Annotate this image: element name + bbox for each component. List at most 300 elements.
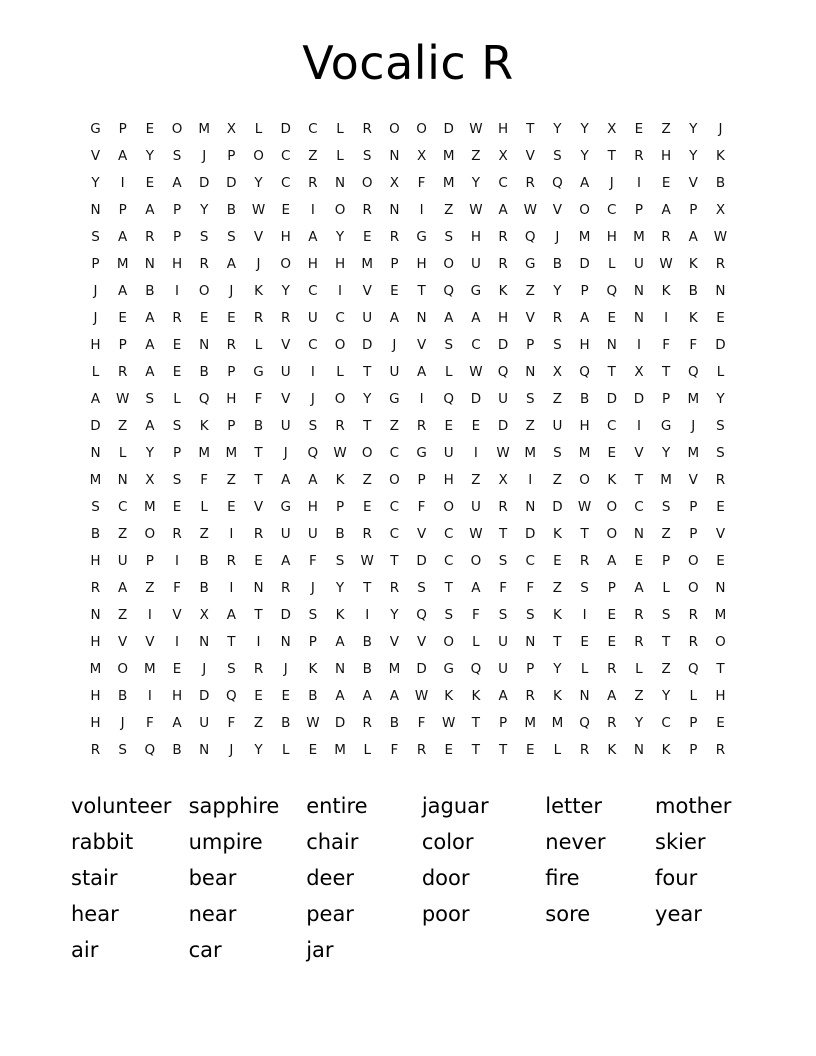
grid-cell: C (280, 175, 291, 191)
grid-cell: C (444, 553, 454, 569)
grid-cell: P (227, 418, 236, 434)
word-list-item: color (421, 830, 474, 854)
grid-cell: O (361, 445, 373, 461)
grid-cell: V (281, 391, 291, 407)
grid-cell: Q (552, 175, 563, 191)
grid-cell: Y (661, 688, 671, 704)
grid-cell: X (145, 472, 155, 488)
word-list-item: fire (545, 866, 580, 890)
grid-cell: R (226, 337, 237, 353)
grid-cell: H (307, 499, 318, 515)
grid-cell: R (308, 175, 318, 191)
grid-cell: N (633, 310, 644, 326)
grid-cell: R (281, 310, 291, 326)
grid-cell: C (607, 202, 617, 218)
grid-cell: C (471, 337, 481, 353)
grid-cell: K (199, 418, 209, 434)
grid-cell: O (144, 526, 156, 542)
grid-cell: U (280, 526, 291, 542)
grid-cell: M (714, 607, 727, 623)
grid-cell: F (173, 580, 181, 596)
grid-cell: N (199, 337, 210, 353)
grid-cell: R (416, 418, 427, 434)
grid-cell: I (256, 634, 261, 650)
grid-cell: K (471, 688, 481, 704)
grid-cell: S (553, 148, 562, 164)
grid-cell: G (660, 418, 672, 434)
grid-cell: A (172, 175, 182, 191)
grid-cell: W (306, 715, 320, 731)
grid-cell: U (633, 256, 644, 272)
grid-cell: B (226, 202, 236, 218)
grid-cell: L (363, 742, 371, 758)
grid-cell: Q (579, 715, 590, 731)
grid-cell: O (606, 526, 618, 542)
grid-cell: M (687, 445, 700, 461)
grid-row (83, 143, 733, 170)
grid-cell: H (334, 256, 346, 272)
grid-cell: K (607, 472, 617, 488)
grid-cell: R (362, 526, 372, 542)
grid-cell: K (661, 742, 671, 758)
grid-cell: N (633, 742, 644, 758)
grid-cell: B (253, 418, 264, 434)
grid-cell: H (661, 148, 672, 164)
grid-cell: N (199, 634, 210, 650)
grid-cell: I (229, 580, 234, 596)
grid-cell: J (93, 310, 98, 326)
grid-cell: Y (200, 202, 209, 218)
grid-cell: A (688, 229, 698, 245)
grid-cell: N (199, 742, 210, 758)
grid-cell: Y (689, 121, 698, 137)
grid-cell: L (200, 499, 208, 515)
grid-cell: C (634, 499, 644, 515)
grid-cell: W (469, 202, 483, 218)
grid-cell: P (118, 202, 127, 218)
grid-cell: M (524, 715, 537, 731)
grid-cell: D (497, 337, 509, 353)
grid-cell: M (89, 661, 102, 677)
grid-cell: N (389, 148, 400, 164)
grid-cell: E (118, 310, 127, 326)
grid-cell: J (609, 175, 614, 191)
grid-cell: A (579, 175, 590, 191)
grid-cell: W (659, 256, 673, 272)
grid-cell: Z (471, 148, 481, 164)
grid-cell: K (498, 283, 508, 299)
grid-cell: F (308, 553, 317, 569)
grid-cell: P (308, 634, 317, 650)
grid-cell: E (199, 310, 209, 326)
grid-cell: H (579, 337, 590, 353)
grid-cell: G (253, 364, 264, 380)
grid-cell: H (226, 391, 237, 407)
grid-cell: J (229, 742, 234, 758)
grid-cell: B (172, 742, 182, 758)
grid-cell: O (117, 661, 128, 677)
grid-cell: X (498, 148, 508, 164)
grid-cell: M (687, 391, 700, 407)
grid-cell: J (691, 418, 696, 434)
grid-cell: N (525, 364, 536, 380)
grid-cell: A (145, 364, 155, 380)
word-list-column (545, 788, 655, 968)
grid-cell: U (498, 661, 509, 677)
grid-cell: F (200, 472, 209, 488)
grid-cell: J (718, 121, 723, 137)
grid-cell: P (689, 715, 698, 731)
grid-cell: M (524, 445, 537, 461)
grid-cell: S (525, 607, 535, 623)
grid-cell: Y (335, 229, 345, 245)
grid-cell: S (498, 553, 508, 569)
grid-cell: P (172, 445, 182, 461)
grid-cell: A (90, 391, 101, 407)
grid-cell: E (716, 499, 725, 515)
grid-cell: R (90, 580, 101, 596)
grid-cell: I (419, 391, 424, 407)
grid-cell: R (525, 688, 535, 704)
grid-cell: Q (497, 364, 509, 380)
grid-cell: H (416, 256, 427, 272)
grid-cell: R (607, 661, 617, 677)
grid-cell: A (145, 202, 155, 218)
grid-cell: A (118, 148, 128, 164)
grid-cell: Y (580, 121, 589, 137)
grid-cell: H (90, 688, 101, 704)
grid-cell: B (90, 526, 101, 542)
word-list-item: deer (306, 866, 354, 890)
grid-cell: T (661, 634, 671, 650)
grid-cell: A (634, 580, 644, 596)
grid-cell: X (226, 121, 236, 137)
grid-cell: B (199, 553, 209, 569)
grid-cell: T (580, 526, 589, 542)
grid-cell: H (443, 472, 454, 488)
grid-cell: E (607, 310, 617, 326)
grid-cell: L (173, 391, 181, 407)
grid-cell: N (90, 607, 101, 623)
grid-cell: W (251, 202, 266, 218)
grid-cell: Z (552, 472, 563, 488)
grid-cell: A (308, 472, 318, 488)
grid-cell: B (579, 391, 590, 407)
grid-cell: M (388, 661, 401, 677)
grid-cell: R (715, 472, 726, 488)
grid-cell: N (715, 580, 726, 596)
grid-cell: T (498, 742, 508, 758)
grid-cell: M (660, 472, 672, 488)
grid-cell: H (715, 688, 726, 704)
grid-cell: F (472, 607, 480, 623)
grid-cell: I (664, 310, 669, 326)
grid-cell: O (443, 256, 455, 272)
word-list-item: mother (655, 794, 732, 818)
word-list-item: door (421, 866, 470, 890)
grid-cell: H (171, 688, 183, 704)
grid-cell: V (715, 526, 726, 542)
grid-cell: S (227, 229, 236, 245)
grid-cell: O (687, 580, 699, 596)
grid-cell: H (90, 553, 101, 569)
grid-cell: E (362, 499, 372, 515)
grid-cell: N (633, 283, 644, 299)
grid-cell: T (498, 526, 508, 542)
grid-row (83, 494, 733, 521)
grid-cell: P (145, 553, 154, 569)
word-list-item: near (188, 902, 237, 926)
word-list-item: air (71, 938, 99, 962)
grid-cell: E (634, 553, 644, 569)
grid-cell: L (281, 742, 290, 758)
grid-cell: Q (579, 364, 590, 380)
grid-cell: B (389, 715, 400, 731)
word-list-item: chair (306, 830, 359, 854)
grid-cell: P (662, 391, 671, 407)
grid-cell: U (307, 526, 318, 542)
grid-cell: V (525, 148, 535, 164)
grid-cell: M (551, 715, 564, 731)
grid-cell: A (226, 607, 236, 623)
grid-cell: A (335, 634, 345, 650)
grid-cell: S (444, 337, 454, 353)
grid-cell: H (579, 418, 590, 434)
grid-cell: R (688, 607, 698, 623)
grid-cell: Y (390, 607, 399, 623)
grid-cell: A (226, 256, 236, 272)
grid-cell: T (471, 715, 481, 731)
grid-cell: K (552, 607, 562, 623)
grid-cell: K (607, 742, 617, 758)
grid-cell: U (498, 391, 509, 407)
grid-cell: N (117, 472, 128, 488)
grid-cell: T (526, 121, 535, 137)
grid-row (83, 359, 733, 386)
grid-cell: T (227, 634, 236, 650)
grid-cell: H (606, 229, 617, 245)
grid-cell: R (715, 742, 726, 758)
grid-cell: H (171, 256, 183, 272)
grid-cell: M (578, 229, 591, 245)
grid-cell: A (607, 688, 617, 704)
grid-cell: L (91, 364, 100, 380)
grid-cell: S (172, 148, 182, 164)
word-list-item: jar (306, 938, 334, 962)
grid-cell: Y (580, 148, 589, 164)
grid-cell: E (281, 688, 290, 704)
grid-cell: S (716, 445, 725, 461)
grid-cell: D (362, 337, 373, 353)
grid-cell: S (661, 607, 671, 623)
grid-cell: B (199, 580, 209, 596)
grid-cell: Y (716, 391, 725, 407)
grid-cell: O (198, 283, 210, 299)
grid-cell: J (93, 283, 98, 299)
grid-cell: D (525, 526, 536, 542)
grid-cell: V (118, 634, 128, 650)
grid-cell: R (634, 148, 644, 164)
grid-cell: L (662, 580, 670, 596)
grid-cell: Y (689, 148, 698, 164)
grid-cell: Z (118, 526, 128, 542)
grid-cell: B (552, 256, 563, 272)
grid-cell: E (172, 337, 182, 353)
grid-cell: Y (254, 742, 263, 758)
grid-cell: J (256, 256, 261, 272)
grid-cell: T (607, 364, 616, 380)
grid-cell: R (579, 742, 590, 758)
grid-cell: M (198, 445, 211, 461)
grid-cell: G (280, 499, 291, 515)
grid-cell: R (362, 715, 372, 731)
grid-row (83, 737, 733, 764)
word-list-item: letter (545, 794, 603, 818)
grid-cell: I (365, 607, 370, 623)
grid-cell: D (606, 391, 617, 407)
word-list-column (422, 788, 545, 968)
grid-cell: R (172, 526, 182, 542)
grid-cell: U (280, 364, 291, 380)
grid-cell: P (662, 553, 671, 569)
grid-cell: O (470, 553, 482, 569)
grid-cell: Q (443, 391, 455, 407)
grid-cell: R (498, 499, 508, 515)
grid-cell: S (498, 607, 508, 623)
grid-cell: P (689, 742, 698, 758)
grid-cell: D (280, 607, 291, 623)
grid-cell: L (118, 445, 127, 461)
grid-cell: K (552, 526, 562, 542)
word-list-column (655, 788, 753, 968)
grid-cell: E (471, 418, 481, 434)
grid-cell: G (525, 256, 536, 272)
grid-cell: A (281, 472, 291, 488)
grid-cell: P (499, 715, 508, 731)
word-search-grid (83, 116, 733, 764)
grid-cell: S (525, 391, 535, 407)
grid-cell: P (689, 202, 698, 218)
grid-cell: T (634, 472, 644, 488)
grid-cell: L (689, 688, 698, 704)
grid-cell: R (226, 553, 237, 569)
grid-cell: T (444, 580, 453, 596)
grid-cell: Y (634, 715, 644, 731)
grid-cell: X (552, 364, 563, 380)
grid-cell: R (688, 634, 698, 650)
grid-cell: L (580, 661, 589, 677)
grid-cell: Y (553, 121, 562, 137)
grid-cell: P (526, 337, 535, 353)
grid-cell: J (392, 337, 397, 353)
grid-cell: K (661, 283, 671, 299)
grid-cell: D (198, 175, 210, 191)
grid-cell: T (390, 553, 399, 569)
grid-cell: O (715, 634, 726, 650)
grid-cell: J (120, 715, 125, 731)
grid-cell: I (147, 607, 152, 623)
grid-cell: I (582, 607, 587, 623)
word-list-item: entire (306, 794, 368, 818)
word-list-item: stair (71, 866, 118, 890)
grid-cell: U (307, 310, 318, 326)
grid-cell: B (688, 283, 698, 299)
word-list-item: pear (306, 902, 354, 926)
grid-cell: E (362, 229, 372, 245)
grid-cell: X (607, 121, 617, 137)
grid-row (83, 413, 733, 440)
grid-row (83, 683, 733, 710)
word-list (63, 788, 753, 968)
grid-cell: R (552, 310, 563, 326)
grid-cell: Z (661, 121, 671, 137)
grid-cell: Y (363, 391, 372, 407)
grid-row (83, 170, 733, 197)
grid-cell: V (416, 526, 427, 542)
grid-cell: V (362, 283, 372, 299)
grid-cell: J (202, 148, 207, 164)
grid-cell: S (308, 607, 318, 623)
grid-cell: S (172, 472, 182, 488)
grid-cell: X (199, 607, 209, 623)
grid-cell: J (283, 445, 288, 461)
grid-cell: X (389, 175, 400, 191)
grid-cell: A (308, 229, 318, 245)
grid-cell: R (172, 310, 182, 326)
grid-cell: R (199, 256, 209, 272)
grid-row (83, 548, 733, 575)
grid-cell: R (389, 229, 400, 245)
grid-cell: P (172, 202, 182, 218)
grid-row (83, 602, 733, 629)
grid-cell: Y (661, 445, 671, 461)
grid-cell: A (145, 310, 155, 326)
grid-cell: H (90, 337, 101, 353)
grid-cell: W (442, 715, 456, 731)
grid-cell: P (118, 121, 127, 137)
grid-row (83, 305, 733, 332)
grid-cell: P (607, 580, 616, 596)
grid-cell: A (389, 310, 400, 326)
grid-cell: E (254, 688, 263, 704)
grid-cell: T (363, 418, 372, 434)
grid-cell: M (144, 661, 156, 677)
grid-cell: J (283, 661, 288, 677)
grid-cell: N (579, 688, 590, 704)
grid-cell: G (389, 391, 400, 407)
grid-cell: M (144, 499, 156, 515)
grid-cell: D (334, 715, 346, 731)
grid-cell: C (389, 445, 400, 461)
grid-cell: Z (661, 526, 671, 542)
grid-cell: B (715, 175, 726, 191)
grid-cell: A (362, 688, 372, 704)
grid-cell: V (416, 337, 427, 353)
grid-cell: B (199, 364, 209, 380)
grid-cell: U (498, 634, 509, 650)
grid-cell: E (444, 418, 453, 434)
grid-cell: D (416, 661, 427, 677)
grid-cell: R (253, 526, 264, 542)
grid-cell: A (118, 283, 128, 299)
word-list-item: car (188, 938, 222, 962)
grid-cell: I (473, 445, 478, 461)
grid-cell: B (118, 688, 128, 704)
grid-cell: Q (470, 661, 482, 677)
grid-cell: F (689, 337, 698, 353)
grid-cell: S (444, 607, 454, 623)
grid-cell: F (227, 715, 236, 731)
